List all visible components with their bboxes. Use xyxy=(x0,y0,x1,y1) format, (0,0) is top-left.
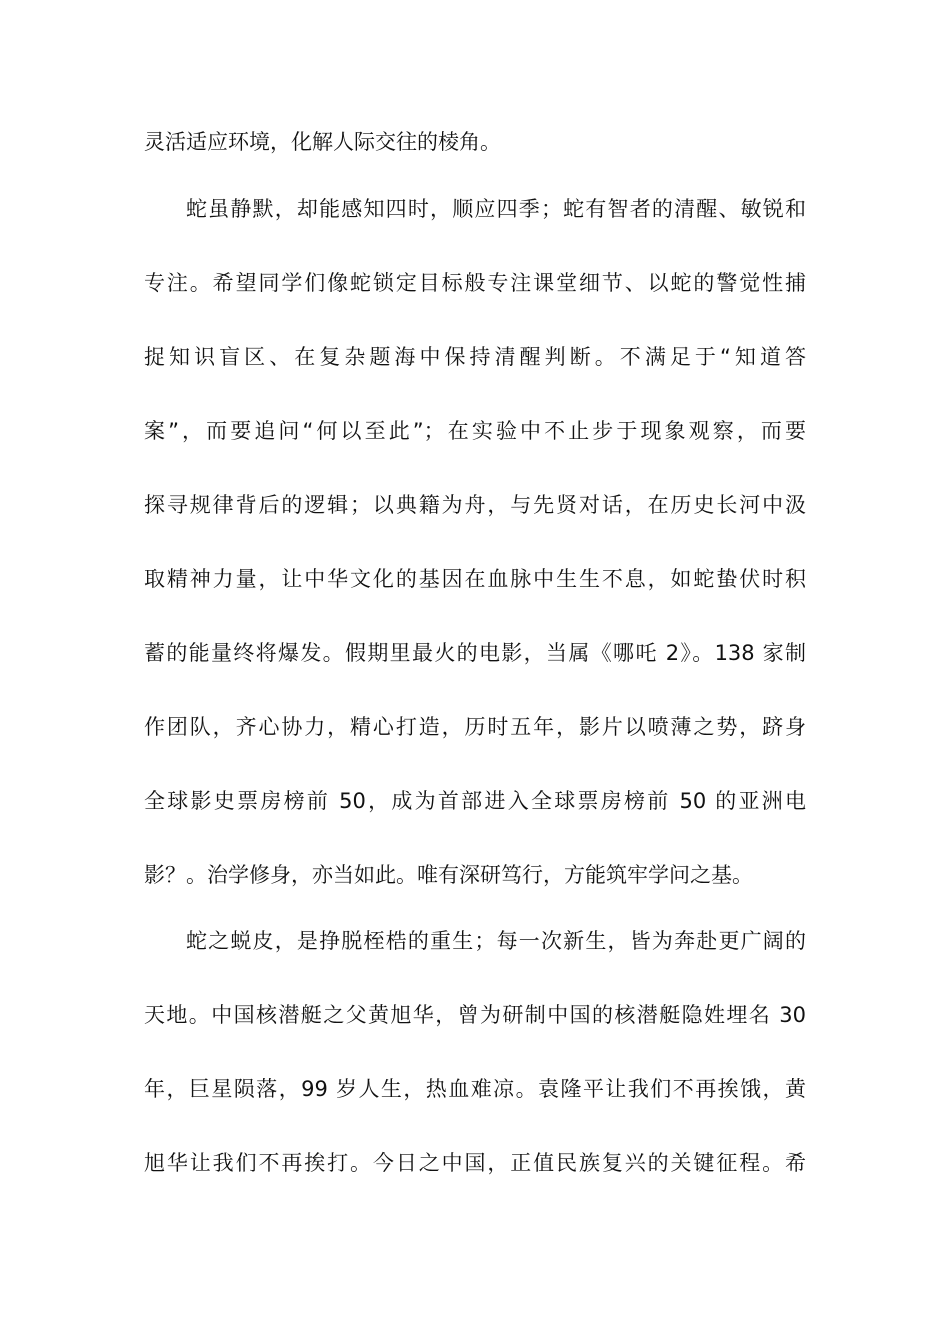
text-line-5: 案”，而要追问“何以至此”；在实验中不止步于现象观察，而要 xyxy=(144,419,806,443)
text-line-8: 蓄的能量终将爆发。假期里最火的电影，当属《哪吒 2》。138 家制 xyxy=(144,641,806,665)
text-line-12: 蛇之蜕皮，是挣脱桎梏的重生；每一次新生，皆为奔赴更广阔的 xyxy=(186,929,806,953)
text-line-7: 取精神力量，让中华文化的基因在血脉中生生不息，如蛇蛰伏时积 xyxy=(144,567,806,591)
text-line-9: 作团队，齐心协力，精心打造，历时五年，影片以喷薄之势，跻身 xyxy=(144,715,806,739)
text-line-15: 旭华让我们不再挨打。今日之中国，正值民族复兴的关键征程。希 xyxy=(144,1151,806,1175)
text-line-6: 探寻规律背后的逻辑；以典籍为舟，与先贤对话，在历史长河中汲 xyxy=(144,493,806,517)
text-line-10: 全球影史票房榜前 50，成为首部进入全球票房榜前 50 的亚洲电 xyxy=(144,789,806,813)
text-line-1: 灵活适应环境，化解人际交往的棱角。 xyxy=(144,130,501,154)
text-line-14: 年，巨星陨落，99 岁人生，热血难凉。袁隆平让我们不再挨饿，黄 xyxy=(144,1077,806,1101)
text-line-4: 捉知识盲区、在复杂题海中保持清醒判断。不满足于“知道答 xyxy=(144,345,806,369)
text-line-2: 蛇虽静默，却能感知四时，顺应四季；蛇有智者的清醒、敏锐和 xyxy=(186,197,806,221)
text-line-3: 专注。希望同学们像蛇锁定目标般专注课堂细节、以蛇的警觉性捕 xyxy=(144,271,806,295)
text-line-13: 天地。中国核潜艇之父黄旭华，曾为研制中国的核潜艇隐姓埋名 30 xyxy=(144,1003,806,1027)
text-line-11: 影？。治学修身，亦当如此。唯有深研笃行，方能筑牢学问之基。 xyxy=(144,863,753,887)
